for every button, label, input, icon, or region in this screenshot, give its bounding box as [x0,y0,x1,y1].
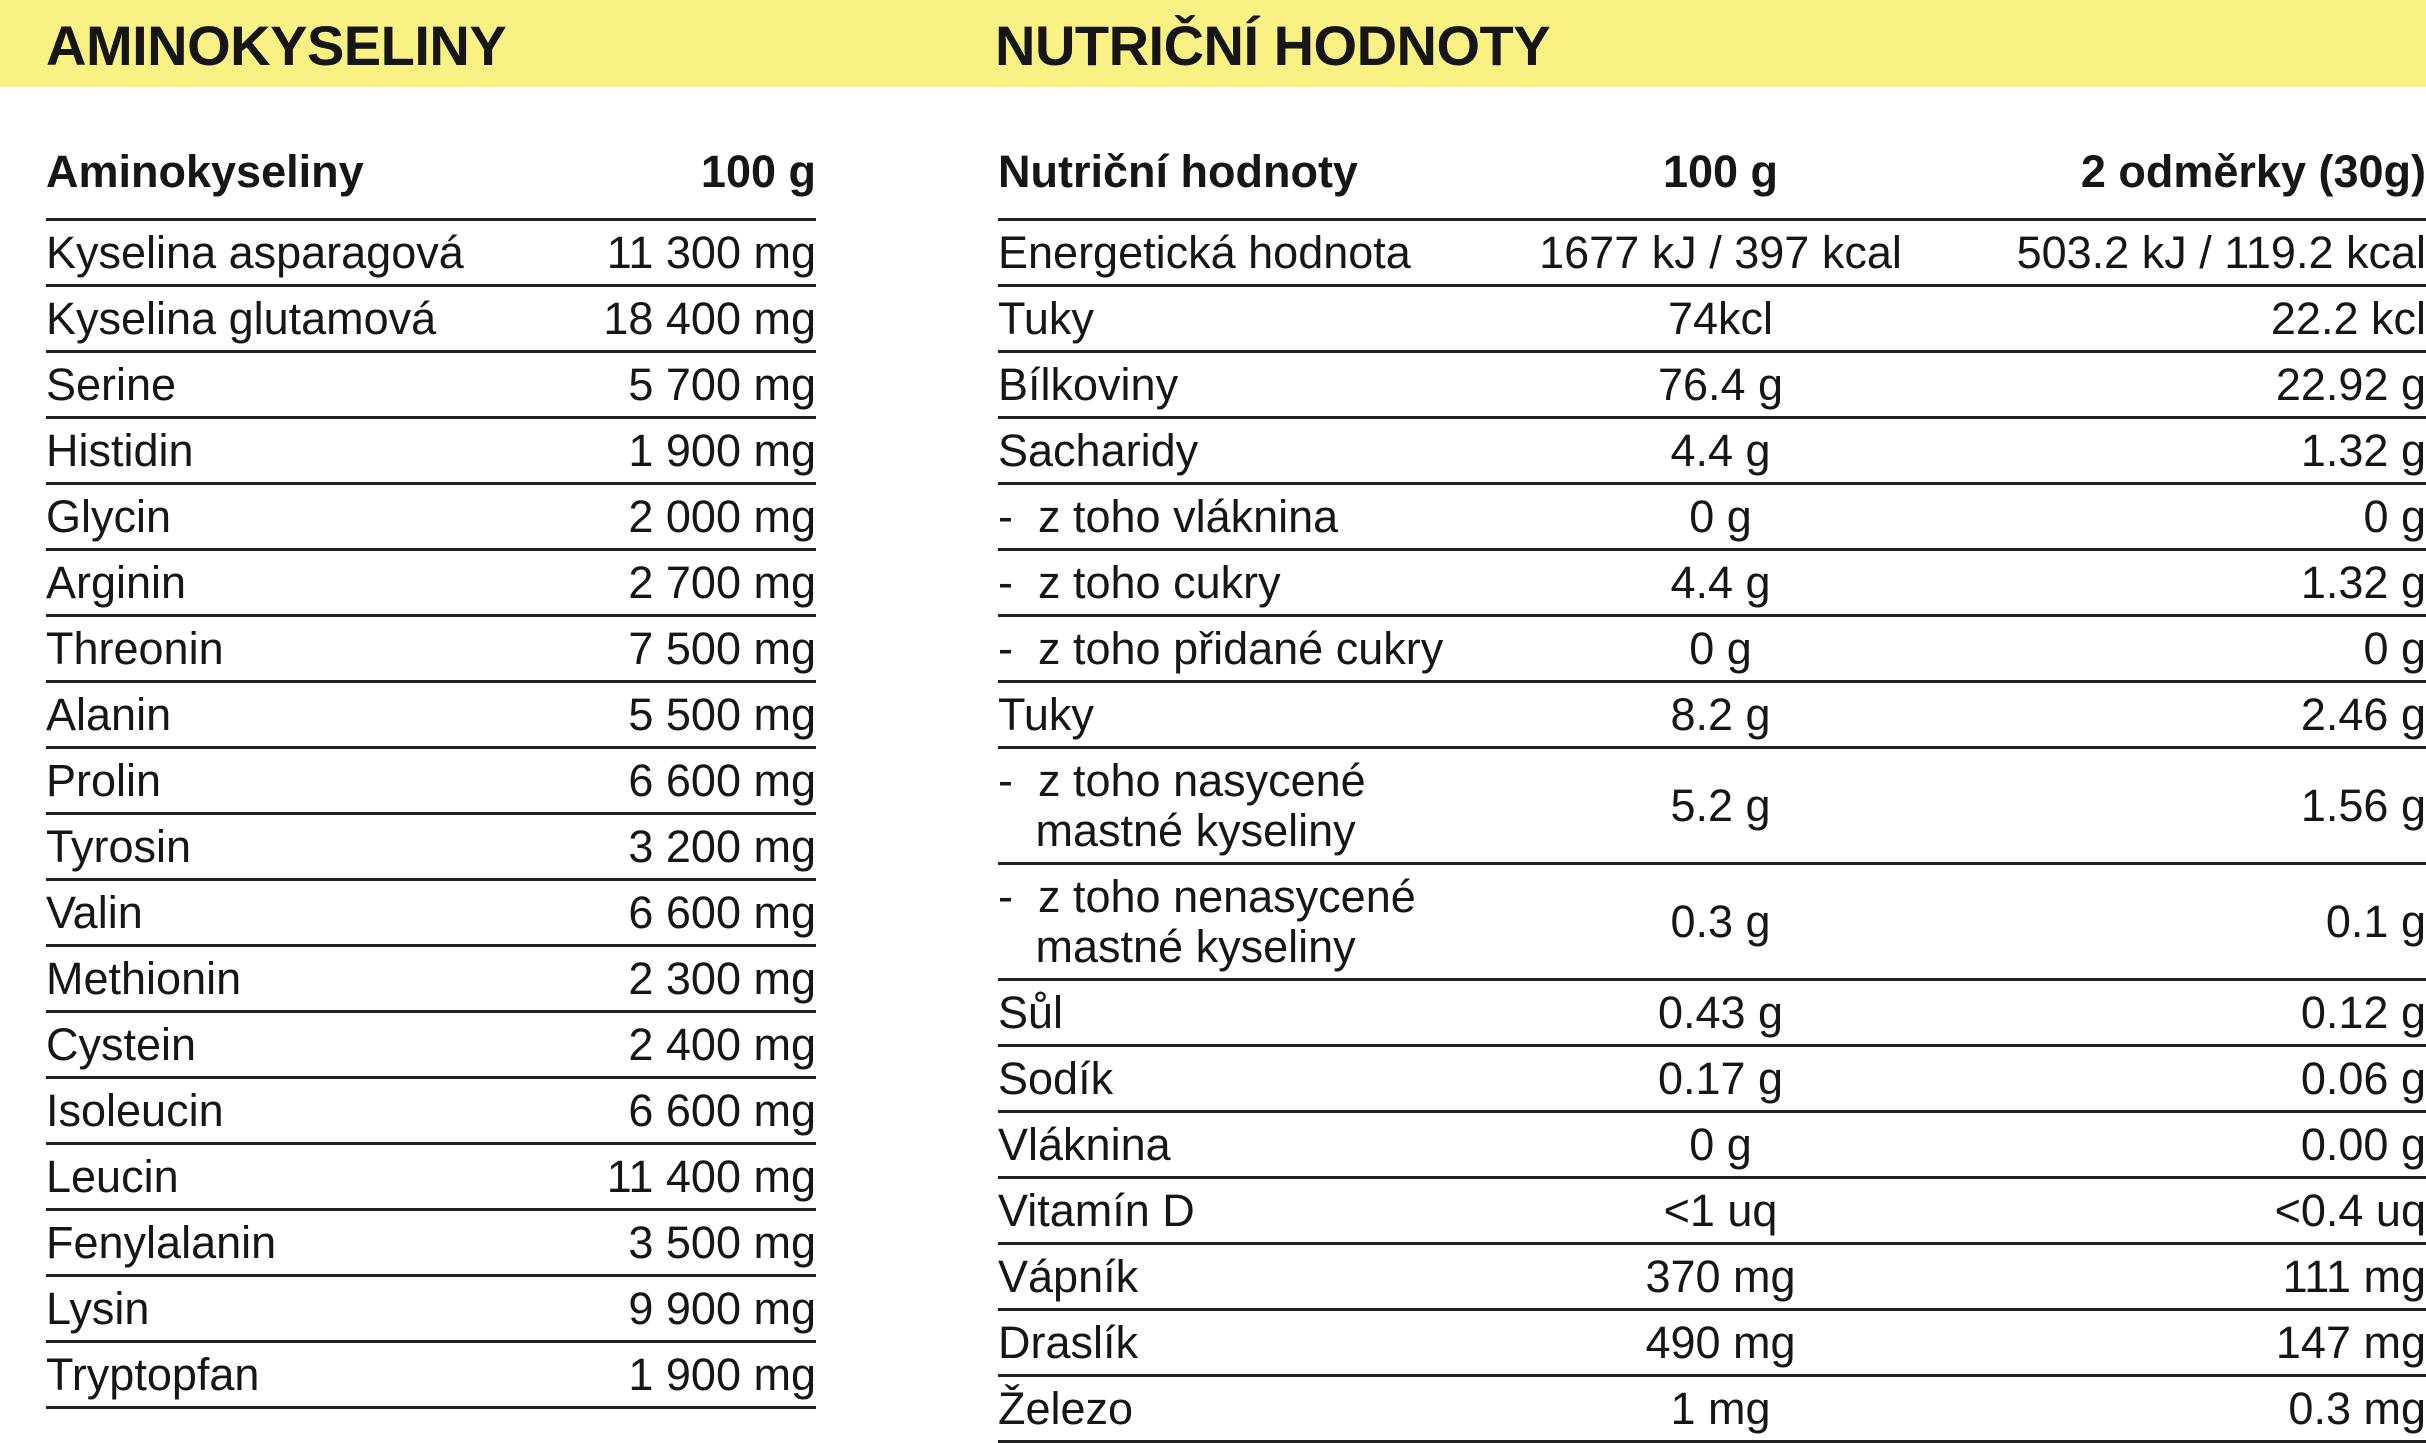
nutrition-row [998,550,2426,616]
nutrition-table-body [998,220,2426,1442]
nutrition-row [998,1244,2426,1310]
nutrition-name-text: Tuky [998,292,1094,344]
amino-name-cell: Threonin [46,616,566,682]
amino-row [46,1210,816,1276]
nutrition-name-text: - z toho cukry [998,556,1281,608]
nutrition-serving-cell: 111 mg [1928,1244,2426,1310]
amino-header-row [46,86,816,220]
amino-row [46,1012,816,1078]
nutrition-100g-cell: 8.2 g [1513,682,1928,748]
amino-name-cell: Histidin [46,418,566,484]
amino-row [46,946,816,1012]
nutrition-100g-cell: 0.43 g [1513,980,1928,1046]
amino-value-cell: 18 400 mg [566,286,816,352]
amino-row [46,484,816,550]
nutrition-100g-cell: 1 mg [1513,1376,1928,1442]
nutrition-row [998,1046,2426,1112]
amino-row [46,286,816,352]
amino-row [46,1276,816,1342]
amino-table [46,86,816,1409]
nutrition-row [998,616,2426,682]
nutrition-name-text: Tuky [998,688,1094,740]
nutrition-row [998,418,2426,484]
nutrition-row [998,1112,2426,1178]
nutrition-serving-cell: 0 g [1928,616,2426,682]
nutrition-100g-cell: 0 g [1513,616,1928,682]
nutrition-name-text: - z toho přidané cukry [998,622,1444,674]
nutrition-name-cell [998,418,1513,484]
nutrition-100g-cell: 76.4 g [1513,352,1928,418]
nutrition-serving-cell: 22.92 g [1928,352,2426,418]
nutrition-serving-cell: 503.2 kJ / 119.2 kcal [1928,220,2426,286]
nutrition-name-text: - z toho vláknina [998,490,1339,542]
nutrition-100g-cell: 490 mg [1513,1310,1928,1376]
nutrition-100g-cell: 0 g [1513,484,1928,550]
nutrition-name-text: Draslík [998,1316,1139,1368]
nutrition-row [998,484,2426,550]
amino-name-cell: Leucin [46,1144,566,1210]
nutrition-name-cell [998,1178,1513,1244]
nutrition-header-name: Nutriční hodnoty [998,86,1513,220]
nutrition-name-cell [998,352,1513,418]
nutrition-serving-cell: 0.06 g [1928,1046,2426,1112]
amino-name-cell: Arginin [46,550,566,616]
nutrition-serving-cell: 1.32 g [1928,550,2426,616]
amino-table-body [46,220,816,1408]
nutrition-name-text: Železo [998,1382,1134,1434]
nutrition-name-cell [998,550,1513,616]
amino-name-cell: Cystein [46,1012,566,1078]
nutrition-row [998,980,2426,1046]
amino-header-100g: 100 g [566,86,816,220]
amino-value-cell: 3 500 mg [566,1210,816,1276]
nutrition-serving-cell: 0 g [1928,484,2426,550]
nutrition-serving-cell: 22.2 kcl [1928,286,2426,352]
nutrition-100g-cell: 5.2 g [1513,748,1928,864]
amino-value-cell: 3 200 mg [566,814,816,880]
nutrition-serving-cell: 0.1 g [1928,864,2426,980]
nutrition-header-row [998,86,2426,220]
amino-name-cell: Kyselina asparagová [46,220,566,286]
amino-name-cell: Kyselina glutamová [46,286,566,352]
nutrition-name-text: Vápník [998,1250,1139,1302]
amino-name-cell: Methionin [46,946,566,1012]
nutrition-row [998,1376,2426,1442]
amino-row [46,814,816,880]
amino-value-cell: 11 400 mg [566,1144,816,1210]
amino-row [46,748,816,814]
nutrition-name-cell [998,1244,1513,1310]
amino-value-cell: 6 600 mg [566,880,816,946]
amino-name-cell: Tryptopfan [46,1342,566,1408]
amino-name-cell: Glycin [46,484,566,550]
nutrition-table [998,86,2426,1443]
nutrition-100g-cell: 0 g [1513,1112,1928,1178]
amino-name-cell: Alanin [46,682,566,748]
nutrition-row [998,286,2426,352]
nutrition-100g-cell: 1677 kJ / 397 kcal [1513,220,1928,286]
nutrition-name-cell [998,748,1513,864]
nutrition-name-text: Sůl [998,986,1064,1038]
nutrition-100g-cell: <1 uq [1513,1178,1928,1244]
amino-row [46,550,816,616]
amino-row [46,616,816,682]
amino-header-name: Aminokyseliny [46,86,566,220]
nutrition-name-text: Sacharidy [998,424,1199,476]
nutrition-name-cell [998,1112,1513,1178]
nutrition-name-text: Vitamín D [998,1184,1195,1236]
nutrition-row [998,1178,2426,1244]
nutrition-100g-cell: 74kcl [1513,286,1928,352]
amino-value-cell: 2 700 mg [566,550,816,616]
amino-value-cell: 6 600 mg [566,1078,816,1144]
nutrition-name-text: Sodík [998,1052,1114,1104]
nutrition-100g-cell: 0.3 g [1513,864,1928,980]
amino-value-cell: 2 400 mg [566,1012,816,1078]
nutrition-serving-cell: 1.56 g [1928,748,2426,864]
nutrition-name-text: Energetická hodnota [998,226,1411,278]
amino-value-cell: 2 000 mg [566,484,816,550]
nutrition-100g-cell: 370 mg [1513,1244,1928,1310]
amino-value-cell: 6 600 mg [566,748,816,814]
nutrition-name-text: Bílkoviny [998,358,1179,410]
amino-row [46,220,816,286]
nutrition-serving-cell: 147 mg [1928,1310,2426,1376]
nutrition-name-cell [998,1376,1513,1442]
nutrition-name-text: - z toho nenasycené mastné kyseliny [998,870,1416,972]
amino-row [46,352,816,418]
nutrition-name-cell [998,1310,1513,1376]
amino-row [46,682,816,748]
nutrition-100g-cell: 4.4 g [1513,550,1928,616]
nutrition-row [998,220,2426,286]
nutrition-row [998,864,2426,980]
amino-value-cell: 1 900 mg [566,418,816,484]
amino-name-cell: Fenylalanin [46,1210,566,1276]
nutrition-header-serving: 2 odměrky (30g) [1928,86,2426,220]
amino-name-cell: Tyrosin [46,814,566,880]
nutrition-100g-cell: 4.4 g [1513,418,1928,484]
nutrition-section-title: NUTRIČNÍ HODNOTY [995,14,1551,77]
nutrition-name-cell [998,616,1513,682]
amino-name-cell: Lysin [46,1276,566,1342]
amino-row [46,1144,816,1210]
nutrition-serving-cell: 0.00 g [1928,1112,2426,1178]
nutrition-serving-cell: 0.12 g [1928,980,2426,1046]
nutrition-name-cell [998,286,1513,352]
nutrition-name-cell [998,220,1513,286]
amino-value-cell: 11 300 mg [566,220,816,286]
amino-name-cell: Valin [46,880,566,946]
nutrition-row [998,682,2426,748]
nutrition-row [998,1310,2426,1376]
nutrition-name-cell [998,864,1513,980]
amino-name-cell: Prolin [46,748,566,814]
amino-name-cell: Serine [46,352,566,418]
amino-row [46,418,816,484]
amino-row [46,880,816,946]
nutrition-header-100g: 100 g [1513,86,1928,220]
amino-row [46,1342,816,1408]
nutrition-row [998,748,2426,864]
nutrition-serving-cell: 0.3 mg [1928,1376,2426,1442]
nutrition-name-cell [998,1046,1513,1112]
nutrition-serving-cell: 1.32 g [1928,418,2426,484]
amino-value-cell: 5 700 mg [566,352,816,418]
amino-value-cell: 9 900 mg [566,1276,816,1342]
nutrition-name-cell [998,484,1513,550]
amino-row [46,1078,816,1144]
nutrition-serving-cell: <0.4 uq [1928,1178,2426,1244]
amino-name-cell: Isoleucin [46,1078,566,1144]
nutrition-row [998,352,2426,418]
amino-section-title: AMINOKYSELINY [46,14,507,77]
nutrition-name-cell [998,682,1513,748]
nutrition-serving-cell: 2.46 g [1928,682,2426,748]
amino-value-cell: 7 500 mg [566,616,816,682]
amino-value-cell: 2 300 mg [566,946,816,1012]
nutrition-name-cell [998,980,1513,1046]
nutrition-name-text: Vláknina [998,1118,1171,1170]
nutrition-name-text: - z toho nasycené mastné kyseliny [998,754,1366,856]
amino-value-cell: 5 500 mg [566,682,816,748]
nutrition-100g-cell: 0.17 g [1513,1046,1928,1112]
amino-value-cell: 1 900 mg [566,1342,816,1408]
